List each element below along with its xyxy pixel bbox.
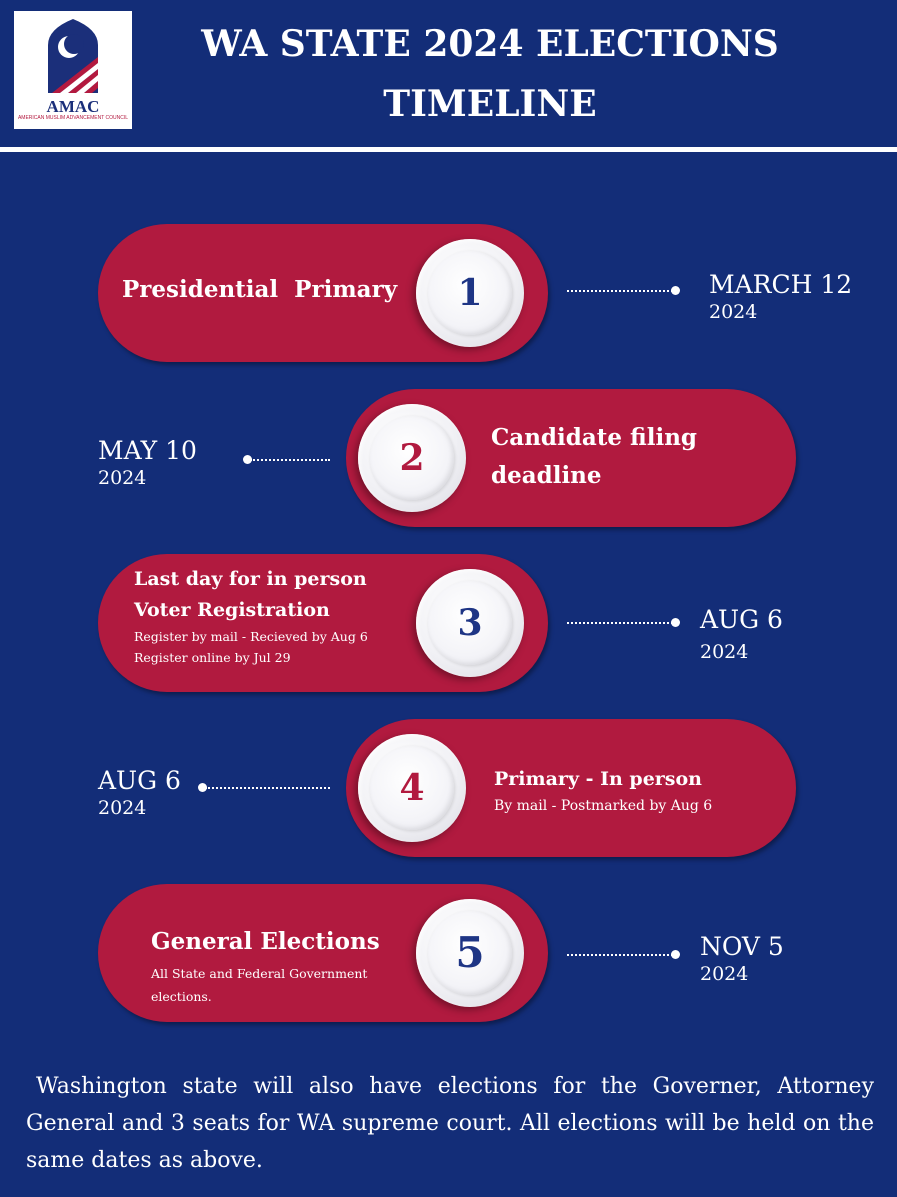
- item-5-subtitle: All State and Federal Government elections.: [151, 966, 368, 1004]
- amac-logo: [14, 11, 132, 129]
- item-4-title: Primary - In person: [494, 768, 702, 790]
- item-4-number-circle: [358, 734, 466, 842]
- timeline-item-5: [98, 884, 548, 1022]
- item-5-connector: [567, 954, 673, 956]
- item-1-connector: [567, 290, 673, 292]
- timeline-item-2: [346, 389, 796, 527]
- item-3-connector: [567, 622, 673, 624]
- item-1-connector-dot: [671, 286, 680, 295]
- item-3-connector-dot: [671, 618, 680, 627]
- page-title: [170, 14, 810, 134]
- item-5-number-circle: [416, 899, 524, 1007]
- item-1-number-circle: [416, 239, 524, 347]
- logo-name: AMAC: [46, 97, 100, 116]
- item-5-title: General Elections: [151, 928, 380, 955]
- logo-subtitle: AMERICAN MUSLIM ADVANCEMENT COUNCIL: [17, 115, 129, 121]
- title-line-2: TIMELINE: [383, 83, 597, 125]
- footer-note: Washington state will also have elections for the Governer, Attorney General and 3 seats for WA supreme court. All elections will be held on the same dates as above.: [26, 1074, 874, 1173]
- item-1-date: MARCH 12 2024: [709, 270, 853, 323]
- item-4-date: AUG 6 2024: [98, 766, 181, 819]
- item-3-number-circle: [416, 569, 524, 677]
- header-divider: [0, 147, 897, 152]
- item-2-title: Candidate filing deadline: [491, 424, 698, 489]
- item-3-subtitle: Register by mail - Recieved by Aug 6 Register online by Jul 29: [134, 629, 368, 665]
- item-4-subtitle: By mail - Postmarked by Aug 6: [494, 798, 713, 814]
- item-2-number: 2: [399, 437, 425, 479]
- title-line-1: WA STATE 2024 ELECTIONS: [201, 23, 779, 65]
- item-2-connector: [250, 459, 330, 461]
- item-1-number: 1: [457, 272, 483, 314]
- item-3-date: AUG 6 2024: [700, 605, 783, 663]
- item-3-number: 3: [457, 602, 483, 644]
- timeline-item-4: [346, 719, 796, 857]
- item-4-number: 4: [399, 767, 425, 809]
- timeline-item-3: [98, 554, 548, 692]
- item-3-title: Last day for in person Voter Registration: [134, 568, 367, 621]
- item-2-number-circle: [358, 404, 466, 512]
- item-5-date: NOV 5 2024: [700, 932, 784, 985]
- item-1-title: Presidential Primary: [122, 276, 398, 303]
- item-2-date: MAY 10 2024: [98, 436, 197, 489]
- item-4-connector: [205, 787, 330, 789]
- item-5-number: 5: [455, 928, 485, 977]
- timeline-item-1: [98, 224, 548, 362]
- item-5-connector-dot: [671, 950, 680, 959]
